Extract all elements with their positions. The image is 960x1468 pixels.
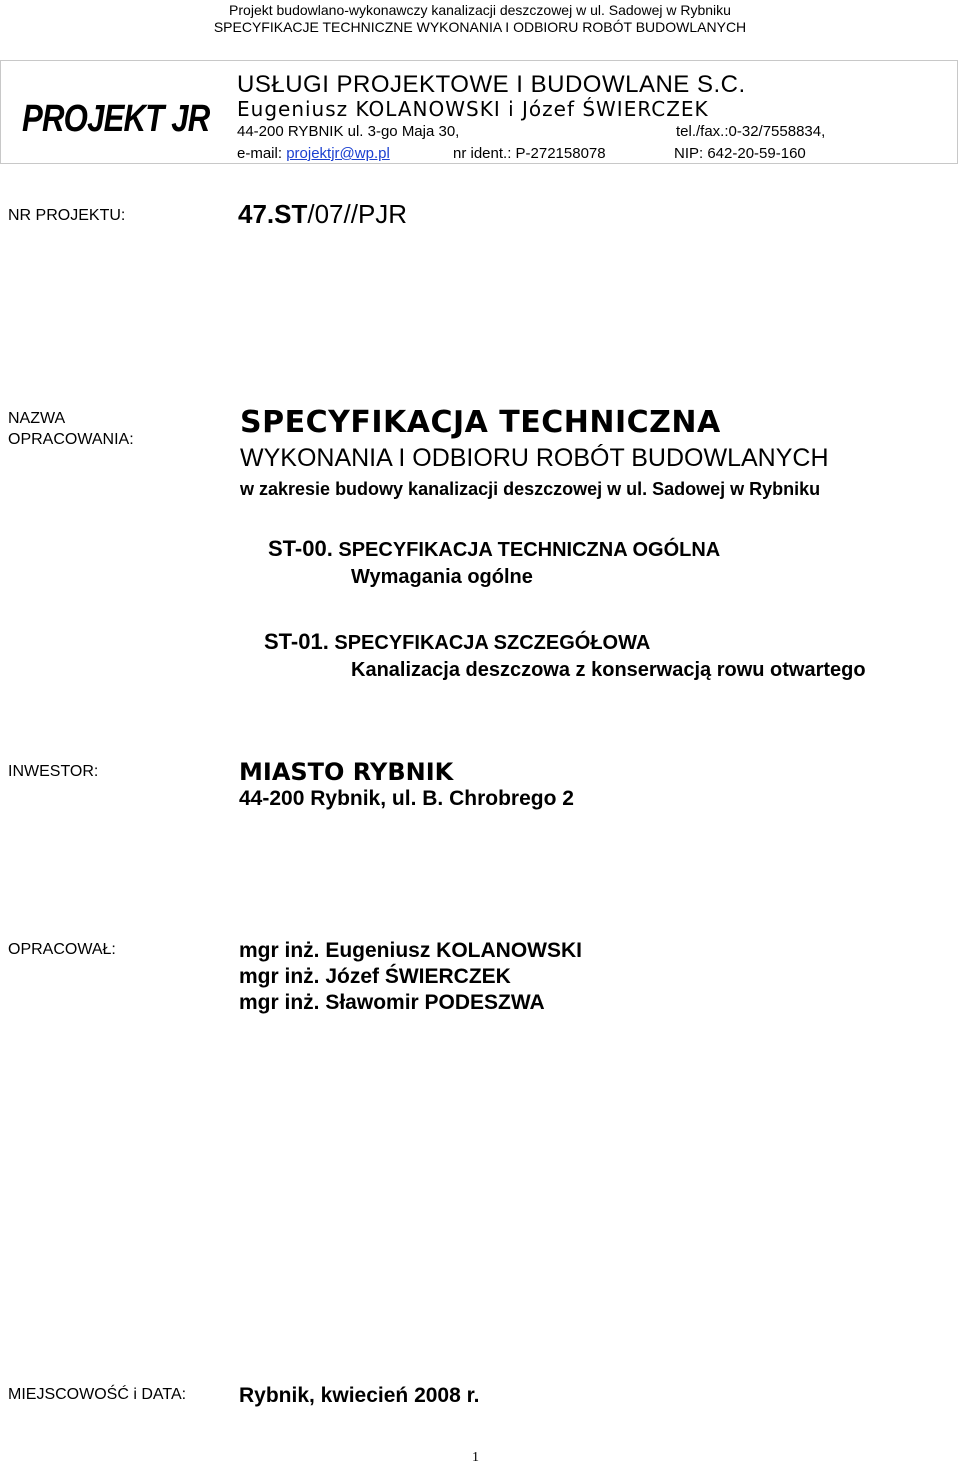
running-header bbox=[0, 2, 960, 36]
investor-label: INWESTOR: bbox=[8, 763, 99, 780]
company-nip: NIP: 642-20-59-160 bbox=[674, 145, 806, 162]
project-number-bold: 47.ST bbox=[238, 199, 308, 229]
doc-name-label-1: NAZWA bbox=[8, 410, 66, 427]
doc-name-label-2: OPRACOWANIA: bbox=[8, 431, 134, 448]
page-number: 1 bbox=[472, 1450, 479, 1465]
st01-line bbox=[264, 629, 650, 656]
company-logo: PROJEKT JR bbox=[22, 98, 210, 140]
st00-title: SPECYFIKACJA TECHNICZNA OGÓLNA bbox=[338, 539, 721, 561]
st00-code: ST-00. bbox=[268, 536, 333, 561]
doc-title-2: WYKONANIA I ODBIORU ROBÓT BUDOWLANYCH bbox=[240, 444, 829, 472]
company-email-row bbox=[237, 145, 390, 162]
email-link[interactable]: projektjr@wp.pl bbox=[286, 145, 390, 162]
running-header-line1: Projekt budowlano-wykonawczy kanalizacji deszczowej w ul. Sadowej w Rybniku bbox=[229, 2, 731, 18]
project-number-rest: /07//PJR bbox=[307, 199, 408, 229]
company-owners: Eugeniusz KOLANOWSKI i Józef ŚWIERCZEK bbox=[237, 97, 709, 121]
st00-subtitle: Wymagania ogólne bbox=[351, 566, 533, 588]
st01-title: SPECYFIKACJA SZCZEGÓŁOWA bbox=[334, 632, 651, 654]
prepared-by-name-2: mgr inż. Józef ŚWIERCZEK bbox=[239, 965, 511, 988]
investor-address: 44-200 Rybnik, ul. B. Chrobrego 2 bbox=[239, 787, 574, 810]
st00-line bbox=[268, 536, 720, 563]
place-date-label: MIEJSCOWOŚĆ i DATA: bbox=[8, 1386, 187, 1403]
doc-scope: w zakresie budowy kanalizacji deszczowej w ul. Sadowej w Rybniku bbox=[240, 479, 821, 499]
project-number-label: NR PROJEKTU: bbox=[8, 207, 126, 224]
project-number bbox=[238, 199, 407, 229]
prepared-by-label: OPRACOWAŁ: bbox=[8, 941, 116, 958]
company-ident: nr ident.: P-272158078 bbox=[453, 145, 606, 162]
place-date-value: Rybnik, kwiecień 2008 r. bbox=[239, 1384, 480, 1407]
prepared-by-name-1: mgr inż. Eugeniusz KOLANOWSKI bbox=[239, 939, 583, 962]
company-name: USŁUGI PROJEKTOWE I BUDOWLANE S.C. bbox=[237, 71, 746, 98]
company-phone: tel./fax.:0-32/7558834, bbox=[676, 123, 826, 140]
st01-code: ST-01. bbox=[264, 629, 329, 654]
st01-subtitle: Kanalizacja deszczowa z konserwacją rowu otwartego bbox=[351, 659, 866, 681]
prepared-by-name-3: mgr inż. Sławomir PODESZWA bbox=[239, 991, 545, 1014]
investor-name: MIASTO RYBNIK bbox=[239, 758, 454, 786]
company-address: 44-200 RYBNIK ul. 3-go Maja 30, bbox=[237, 123, 460, 140]
running-header-line2: SPECYFIKACJE TECHNICZNE WYKONANIA I ODBIORU ROBÓT BUDOWLANYCH bbox=[213, 19, 747, 35]
email-label: e-mail: bbox=[237, 145, 283, 162]
doc-title-1: SPECYFIKACJA TECHNICZNA bbox=[240, 405, 721, 440]
